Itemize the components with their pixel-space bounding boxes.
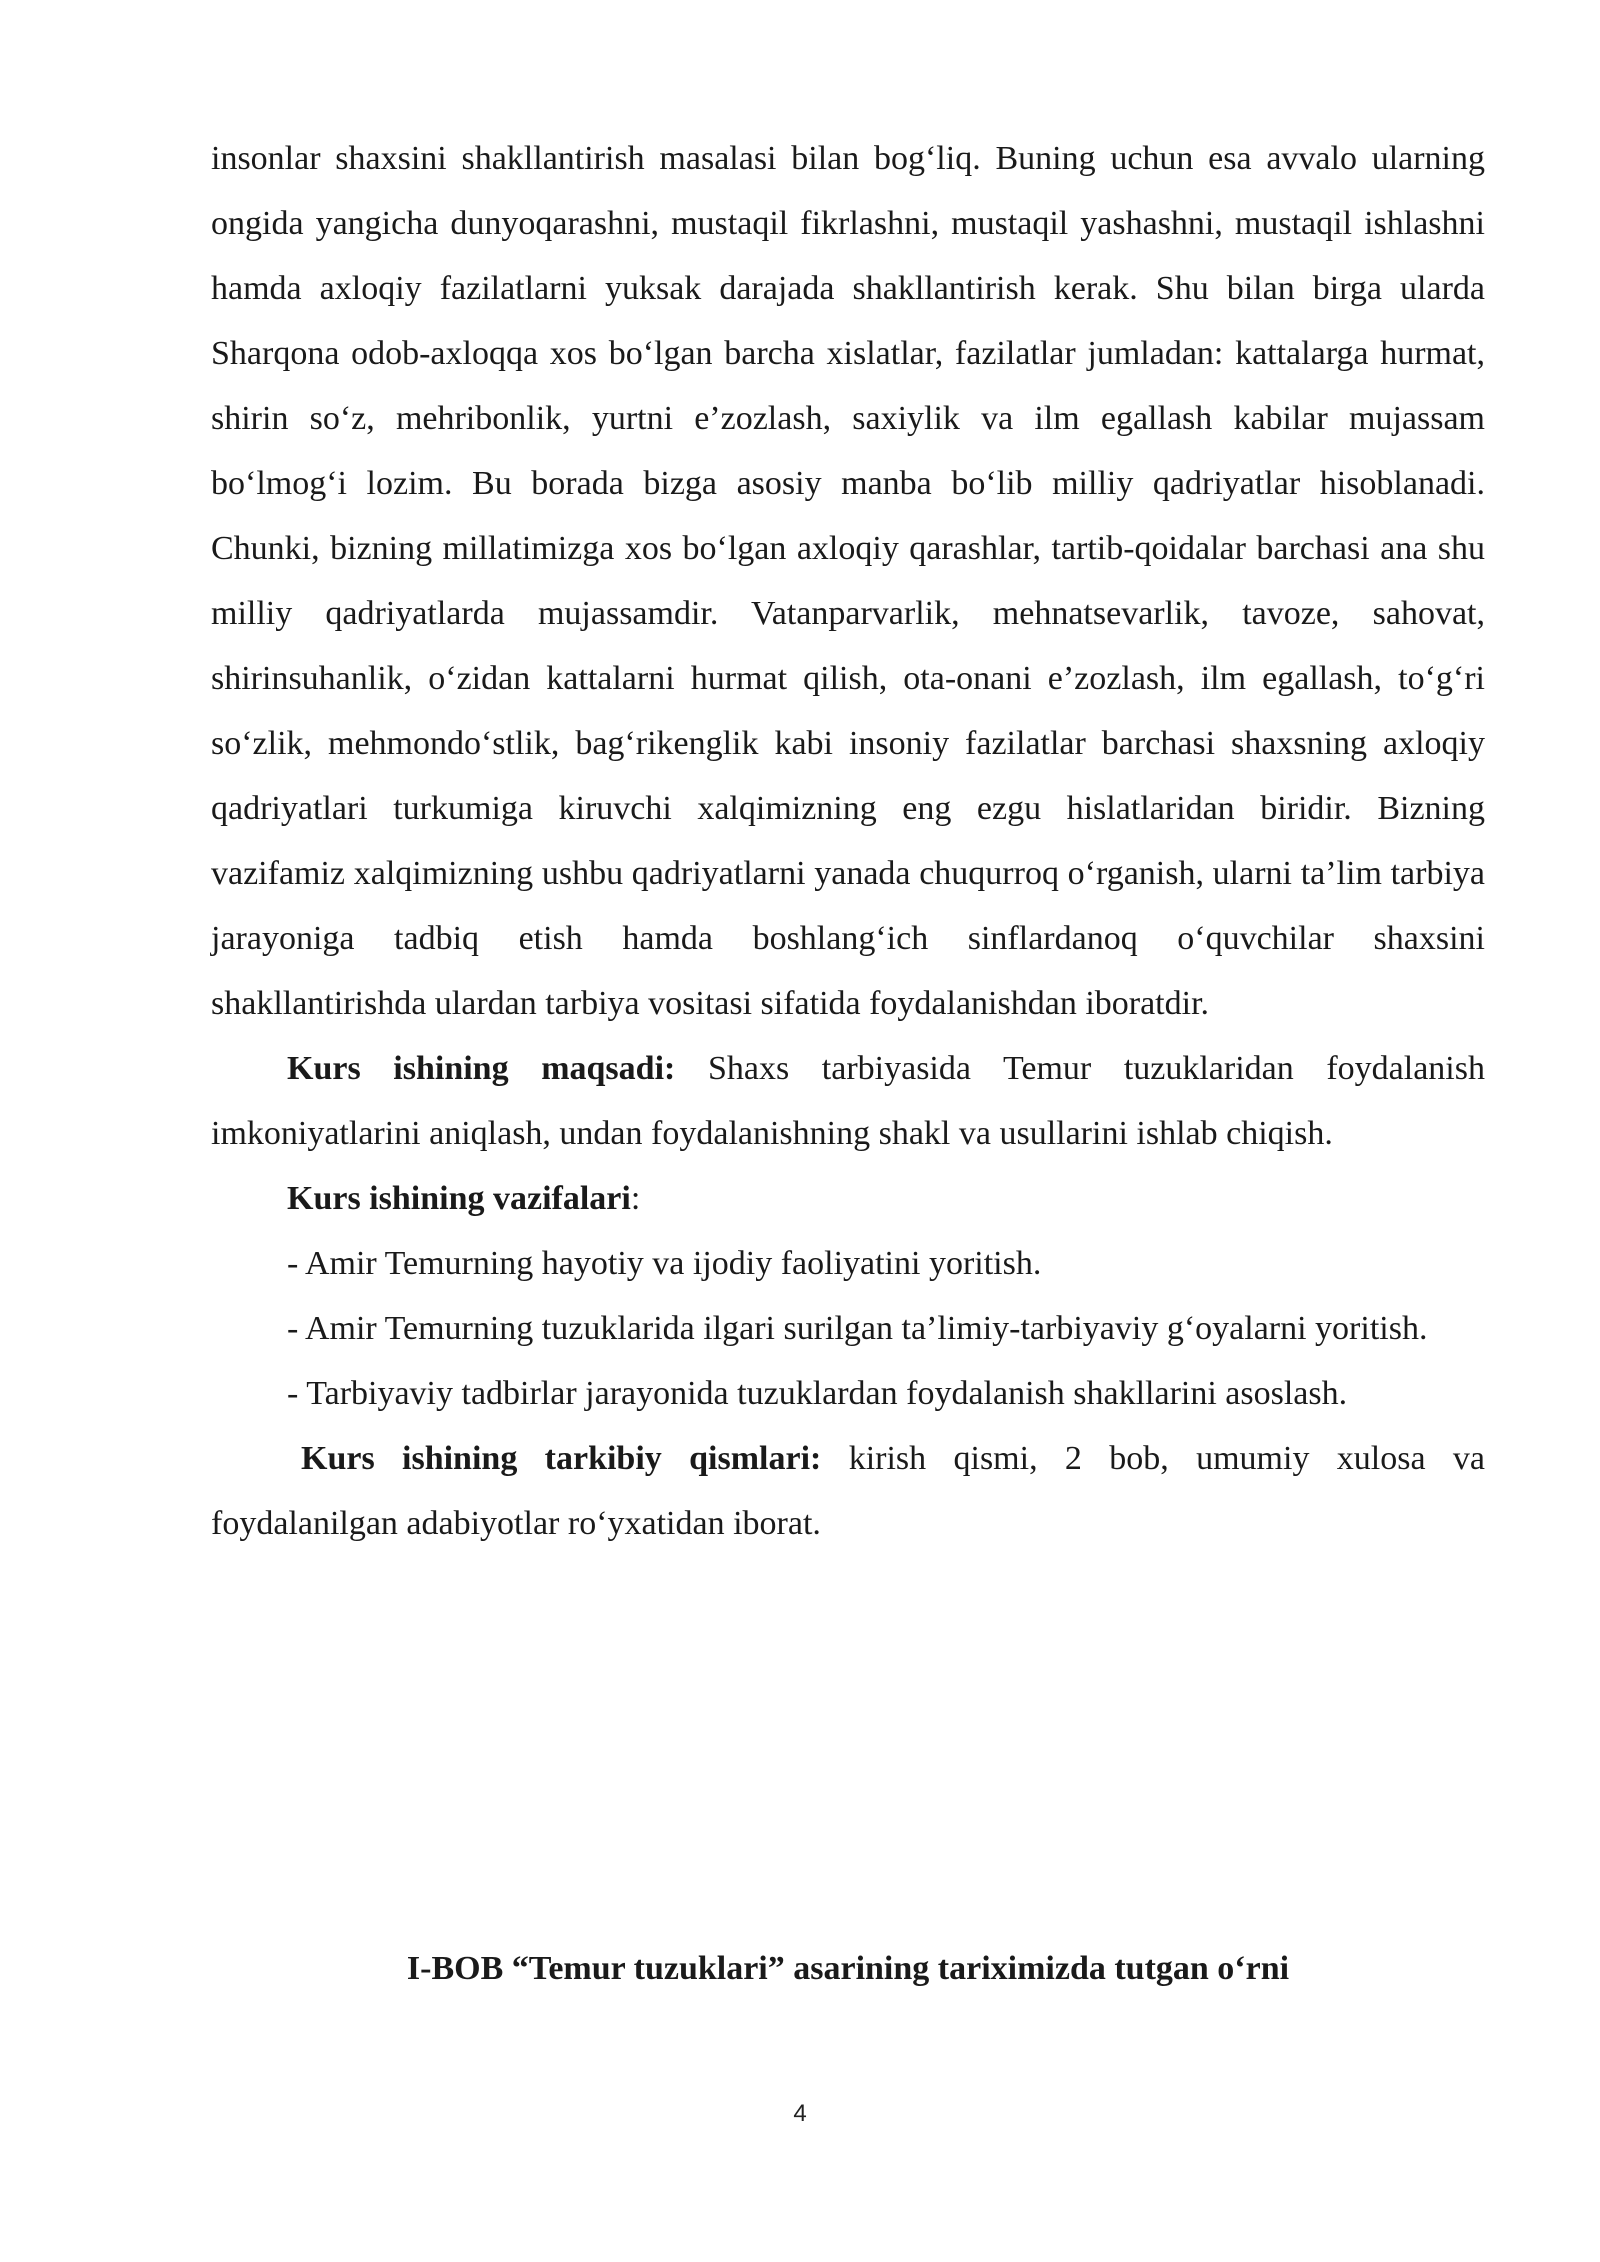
- structure-text: kirish qismi, 2 bob, umumiy xulosa va foydalanilgan adabiyotlar ro‘yxatidan iborat.: [211, 1440, 1485, 1542]
- body-paragraph: insonlar shaxsini shakllantirish masalasi bilan bog‘liq. Buning uchun esa avvalo ularning ongida yangicha dunyoqarashni, mustaqil fikrlashni, mustaqil yashashni, mustaqil ishlashni hamda axloqiy fazilatlarni yuksak darajada shakllantirish kerak. Shu bilan birga ularda Sharqona odob-axloqqa xos bo‘lgan barcha xislatlar, fazilatlar jumladan: kattalarga hurmat, shirin so‘z, mehribonlik, yurtni e’zozlash, saxiylik va ilm egallash kabilar mujassam bo‘lmog‘i lozim. Bu borada bizga asosiy manba bo‘lib milliy qadriyatlar hisoblanadi. Chunki, bizning millatimizga xos bo‘lgan axloqiy qarashlar, tartib-qoidalar barchasi ana shu milliy qadriyatlarda mujassamdir. Vatanparvarlik, mehnatsevarlik, tavoze, sahovat, shirinsuhanlik, o‘zidan kattalarni hurmat qilish, ota-onani e’zozlash, ilm egallash, to‘g‘ri so‘zlik, mehmondo‘stlik, bag‘rikenglik kabi insoniy fazilatlar barchasi shaxsning axloqiy qadriyatlari turkumiga kiruvchi xalqimizning eng ezgu hislatlaridan biridir. Bizning vazifamiz xalqimizning ushbu qadriyatlarni yanada chuqurroq o‘rganish, ularni ta’lim tarbiya jarayoniga tadbiq etish hamda boshlang‘ich sinflardanoq o‘quvchilar shaxsini shakllantirishda ulardan tarbiya vositasi sifatida foydalanishdan iboratdir.: [211, 140, 1485, 1022]
- goal-label: Kurs ishining maqsadi:: [287, 1050, 676, 1087]
- page-number: 4: [793, 2100, 807, 2127]
- tasks-label: Kurs ishining vazifalari: [287, 1180, 631, 1217]
- goal-text: Shaxs tarbiyasida Temur tuzuklaridan foydalanish imkoniyatlarini aniqlash, undan foydalanishning shakl va usullarini ishlab chiqish.: [211, 1050, 1485, 1152]
- structure-paragraph: [211, 1426, 1485, 1556]
- chapter-heading: I-BOB “Temur tuzuklari” asarining tariximizda tutgan o‘rni: [406, 1950, 1290, 1987]
- task-item: - Tarbiyaviy tadbirlar jarayonida tuzuklardan foydalanish shakllarini asoslash.: [287, 1375, 1348, 1412]
- task-item: - Amir Temurning tuzuklarida ilgari surilgan ta’limiy-tarbiyaviy g‘oyalarni yoritish.: [287, 1310, 1428, 1347]
- structure-label: Kurs ishining tarkibiy qismlari:: [301, 1440, 822, 1477]
- document-body: [211, 126, 1485, 1556]
- task-item: - Amir Temurning hayotiy va ijodiy faoliyatini yoritish.: [287, 1245, 1042, 1282]
- tasks-colon: :: [630, 1180, 641, 1217]
- tasks-heading: [211, 1166, 1485, 1231]
- goal-paragraph: [211, 1036, 1485, 1166]
